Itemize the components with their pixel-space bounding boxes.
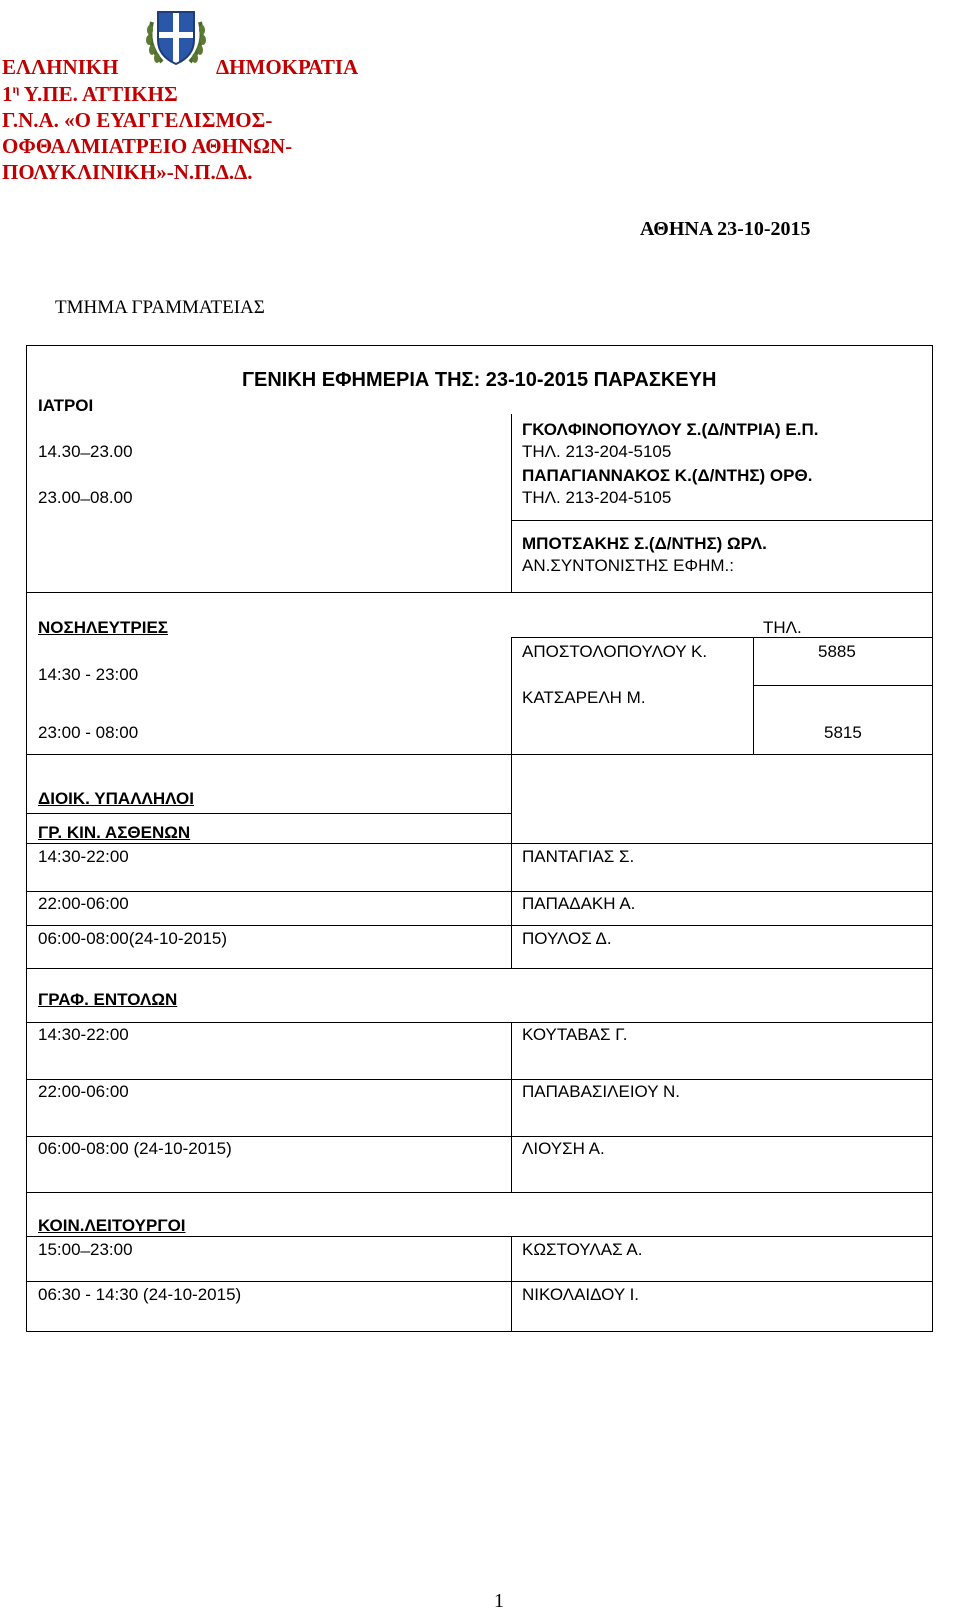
orders-1-name: ΚΟΥΤΑΒΑΣ Γ. xyxy=(522,1025,628,1044)
orders-3-name: ΛΙΟΥΣΗ Α. xyxy=(522,1139,605,1158)
letterhead-hellenic: ΕΛΛΗΝΙΚΗ xyxy=(2,55,119,79)
social-2-name: ΝΙΚΟΛΑΙΔΟΥ Ι. xyxy=(522,1285,640,1304)
letterhead-republic: ΔΗΜΟΚΡΑΤΙΑ xyxy=(216,55,359,79)
nurse-2-phone: 5815 xyxy=(824,723,862,742)
nurse-2-time: 23:00 - 08:00 xyxy=(38,723,139,742)
doctor-1-phone: ΤΗΛ. 213-204-5105 xyxy=(522,442,672,461)
doctor-2-phone: ΤΗΛ. 213-204-5105 xyxy=(522,488,672,507)
coordinator-name: ΜΠΟΤΣΑΚΗΣ Σ.(Δ/ΝΤΗΣ) ΩΡΛ. xyxy=(522,534,767,553)
social-section-box xyxy=(26,1192,933,1332)
social-heading: ΚΟΙΝ.ΛΕΙΤΟΥΡΓΟΙ xyxy=(38,1216,186,1235)
letterhead-region: $1^\eta$ Υ.ΠΕ. ΑΤΤΙΚΗΣ xyxy=(2,82,178,106)
doctor-1-time: 14.30 ̶ 23.00 xyxy=(38,442,133,461)
nurse-1-name: ΑΠΟΣΤΟΛΟΠΟΥΛΟΥ Κ. xyxy=(522,642,708,661)
orders-heading: ΓΡΑΦ. ΕΝΤΟΛΩΝ xyxy=(38,990,178,1009)
letterhead-line-1 xyxy=(2,55,118,80)
doctor-1-name: ΓΚΟΛΦΙΝΟΠΟΥΛΟΥ Σ.(Δ/ΝΤΡΙΑ) Ε.Π. xyxy=(522,420,819,439)
letterhead-hospital-line-1: Γ.Ν.Α. «Ο ΕΥΑΓΓΕΛΙΣΜΟΣ- xyxy=(2,108,273,132)
admin-1-time: 14:30-22:00 xyxy=(38,847,129,866)
orders-1-time: 14:30-22:00 xyxy=(38,1025,129,1044)
nurse-1-phone: 5885 xyxy=(818,642,856,661)
orders-2-name: ΠΑΠΑΒΑΣΙΛΕΙΟΥ Ν. xyxy=(522,1082,680,1101)
document-date: ΑΘΗΝΑ 23-10-2015 xyxy=(640,218,811,240)
admin-3-time: 06:00-08:00(24-10-2015) xyxy=(38,929,228,948)
coordinator-role: ΑΝ.ΣΥΝΤΟΝΙΣΤΗΣ ΕΦΗΜ.: xyxy=(522,556,734,575)
nurses-heading: ΝΟΣΗΛΕΥΤΡΙΕΣ xyxy=(38,618,168,637)
doctor-2-name: ΠΑΠΑΓΙΑΝΝΑΚΟΣ Κ.(Δ/ΝΤΗΣ) ΟΡΘ. xyxy=(522,466,813,485)
greek-coat-of-arms-icon xyxy=(140,2,212,70)
orders-3-time: 06:00-08:00 (24-10-2015) xyxy=(38,1139,232,1158)
admin-3-name: ΠΟΥΛΟΣ Δ. xyxy=(522,929,612,948)
social-2-time: 06:30 - 14:30 (24-10-2015) xyxy=(38,1285,242,1304)
letterhead-hospital-line-2: ΟΦΘΑΛΜΙΑΤΡΕΙΟ ΑΘΗΝΩΝ- xyxy=(2,134,293,158)
admin-2-name: ΠΑΠΑΔΑΚΗ Α. xyxy=(522,894,636,913)
social-1-time: 15:00 ̶ 23:00 xyxy=(38,1240,133,1259)
admin-1-name: ΠΑΝΤΑΓΙΑΣ Σ. xyxy=(522,847,635,866)
duty-title: ΓΕΝΙΚΗ ΕΦΗΜΕΡΙΑ ΤΗΣ: 23-10-2015 ΠΑΡΑΣΚΕΥΗ xyxy=(242,369,717,391)
admin-subheading: ΓΡ. ΚΙΝ. ΑΣΘΕΝΩΝ xyxy=(38,823,191,842)
letterhead-hospital-line-3: ΠΟΛΥΚΛΙΝΙΚΗ»-Ν.Π.Δ.Δ. xyxy=(2,160,253,184)
nurses-section-box xyxy=(26,592,933,755)
admin-heading: ΔΙΟΙΚ. ΥΠΑΛΛΗΛΟΙ xyxy=(38,789,194,808)
social-1-name: ΚΩΣΤΟΥΛΑΣ Α. xyxy=(522,1240,643,1259)
doctor-2-time: 23.00 ̶ 08.00 xyxy=(38,488,133,507)
page-number: 1 xyxy=(494,1590,504,1612)
nurses-phone-label: ΤΗΛ. xyxy=(763,618,802,637)
admin-2-time: 22:00-06:00 xyxy=(38,894,129,913)
department-name: ΤΜΗΜΑ ΓΡΑΜΜΑΤΕΙΑΣ xyxy=(55,297,265,318)
doctors-heading: ΙΑΤΡΟΙ xyxy=(38,396,94,415)
orders-2-time: 22:00-06:00 xyxy=(38,1082,129,1101)
nurse-1-time: 14:30 - 23:00 xyxy=(38,665,139,684)
nurse-2-name: ΚΑΤΣΑΡΕΛΗ Μ. xyxy=(522,688,646,707)
